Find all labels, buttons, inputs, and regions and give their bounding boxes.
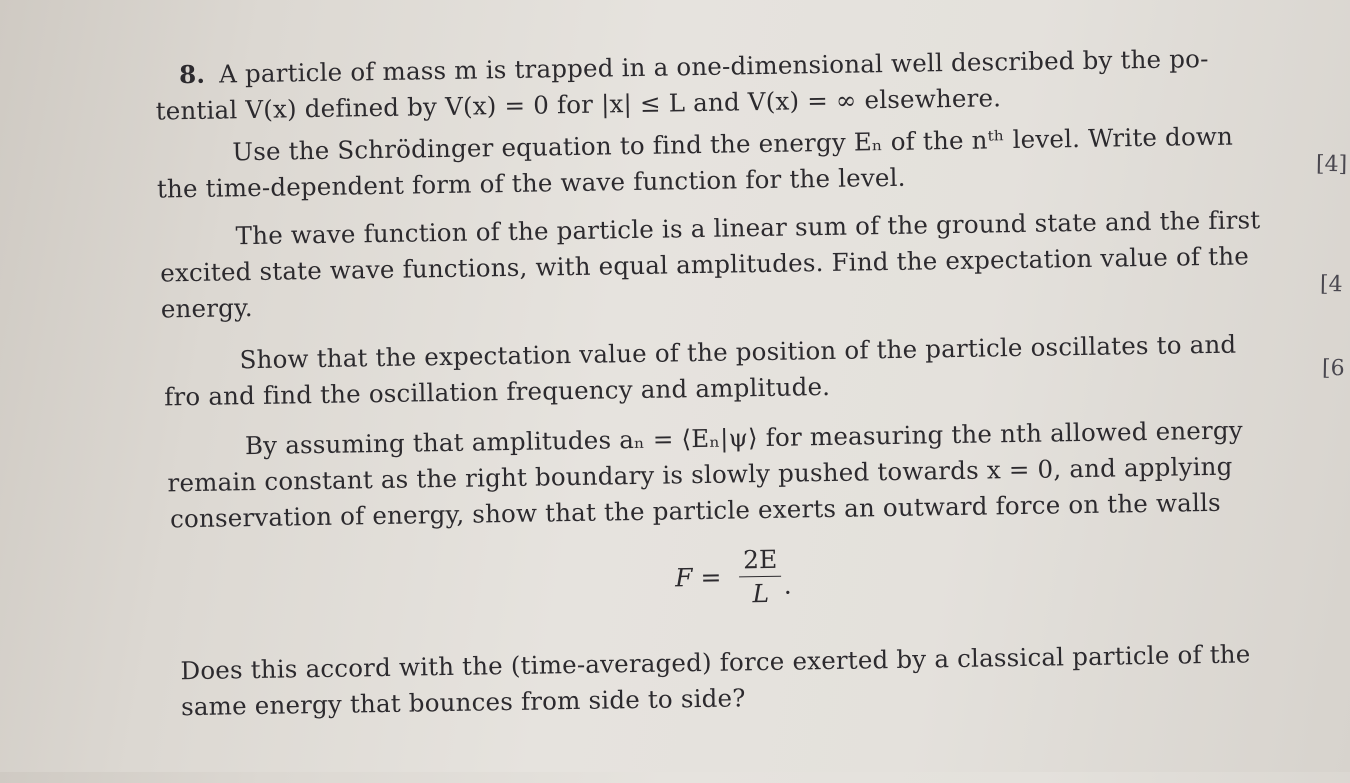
part-b-mark: [4	[1319, 271, 1343, 298]
part-b-line-2: excited state wave functions, with equal amplitudes. Find the expectation value of the	[160, 241, 1250, 288]
part-a-line-1: Use the Schrödinger equation to find the energy Eₙ of the nᵗʰ level. Write down	[232, 121, 1234, 167]
part-d-line-3: conservation of energy, show that the particle exerts an outward force on the walls	[169, 487, 1222, 534]
formula-fraction	[739, 545, 782, 609]
part-b-line-3: energy.	[160, 293, 253, 324]
question-number: 8.	[178, 59, 206, 90]
part-a-line-2: the time-dependent form of the wave function for the level.	[156, 162, 906, 204]
part-c-mark: [6	[1321, 355, 1345, 382]
part-c-line-2: fro and find the oscillation frequency and amplitude.	[163, 371, 831, 412]
part-e-line-2: same energy that bounces from side to side?	[180, 683, 746, 722]
formula-lhs: F	[674, 563, 693, 593]
part-d-line-1: By assuming that amplitudes aₙ = ⟨Eₙ|ψ⟩ for measuring the nth allowed energy	[244, 415, 1244, 461]
part-d-line-2: remain constant as the right boundary is slowly pushed towards x = 0, and applying	[167, 451, 1233, 498]
part-c-line-1: Show that the expectation value of the position of the particle oscillates to and	[239, 329, 1237, 375]
question-intro-line-2: tential V(x) defined by V(x) = 0 for |x| ≤ L and V(x) = ∞ elsewhere.	[155, 83, 1002, 126]
formula-denominator: L	[752, 578, 770, 609]
formula-equals: =	[700, 562, 722, 593]
question-intro-line-1	[179, 44, 1209, 89]
part-b-line-1: The wave function of the particle is a linear sum of the ground state and the first	[235, 205, 1261, 251]
formula-numerator: 2E	[739, 545, 782, 578]
formula-period: .	[783, 570, 792, 600]
part-e-line-1: Does this accord with the (time-averaged) force exerted by a classical particle of the	[180, 639, 1251, 686]
force-formula	[675, 545, 792, 610]
intro-text-1: A particle of mass m is trapped in a one-dimensional well described by the po-	[218, 43, 1209, 89]
part-a-mark: [4]	[1315, 151, 1348, 178]
